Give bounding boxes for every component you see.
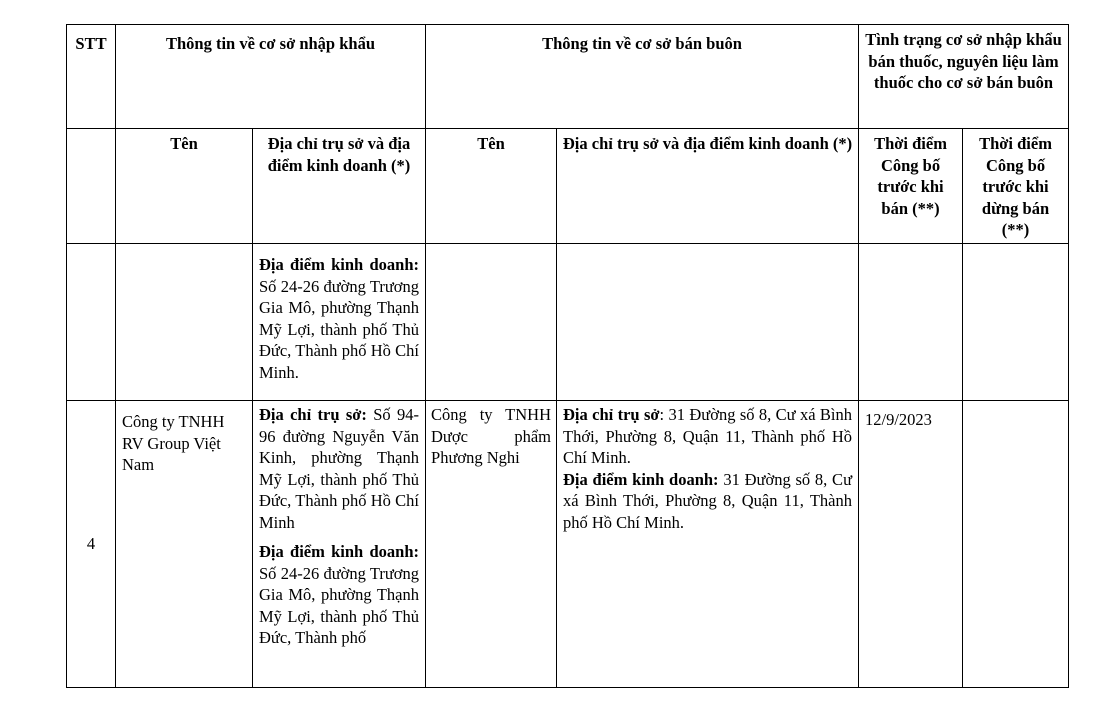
wholesaler-info-header: Thông tin về cơ sở bán buôn (426, 25, 859, 129)
wholesaler-name-header: Tên (426, 129, 557, 244)
importer-name-header: Tên (116, 129, 253, 244)
wholesaler-hq-block (563, 404, 852, 469)
importer-business-block (259, 541, 419, 649)
wholesaler-address-cell (557, 401, 859, 688)
time-announce-stop-header: Thời điểm Công bố trước khi dừng bán (**) (963, 129, 1069, 244)
hq-text: : 31 Đường số 8, Cư xá Bình Thới, Phường 8, Quận 11, Thành phố Hồ Chí Minh. (563, 405, 853, 467)
business-location-label: Địa điểm kinh doanh: (563, 469, 719, 489)
wholesaler-name-cell: Công ty TNHH Dược phẩm Phương Nghi (426, 401, 557, 688)
importer-info-header: Thông tin về cơ sở nhập khẩu (116, 25, 426, 129)
stt-cell (67, 244, 116, 401)
importer-hq-block (259, 404, 419, 533)
importer-address-cell (253, 401, 426, 688)
business-location-label: Địa điểm kinh doanh: (259, 542, 420, 561)
business-location-label: Địa điểm kinh doanh: (259, 255, 420, 274)
time-stop-cell (963, 401, 1069, 688)
table-row (67, 401, 1069, 688)
business-location-text: Số 24-26 đường Trương Gia Mô, phường Thạnh Mỹ Lợi, thành phố Thủ Đức, Thành phố (259, 563, 420, 647)
hq-label: Địa chỉ trụ sở (563, 405, 660, 424)
importer-address-header: Địa chỉ trụ sở và địa điểm kinh doanh (*) (253, 129, 426, 244)
importer-name-cell: Công ty TNHH RV Group Việt Nam (116, 401, 253, 688)
table-row (67, 244, 1069, 401)
stt-header: STT (67, 25, 116, 129)
hq-text: Số 94-96 đường Nguyễn Văn Kinh, phường Thạnh Mỹ Lợi, thành phố Thủ Đức, Thành phố Hồ Chí Minh (259, 405, 420, 532)
time-announce-sell-header: Thời điểm Công bố trước khi bán (**) (859, 129, 963, 244)
time-sell-cell: 12/9/2023 (859, 401, 963, 688)
business-location-text: 31 Đường số 8, Cư xá Bình Thới, Phường 8, Quận 11, Thành phố Hồ Chí Minh. (563, 469, 853, 532)
wholesaler-address-header: Địa chỉ trụ sở và địa điểm kinh doanh (*) (557, 129, 859, 244)
importer-name-cell (116, 244, 253, 401)
importer-address-cell (253, 244, 426, 401)
stt-cell: 4 (67, 401, 116, 688)
wholesaler-address-cell (557, 244, 859, 401)
header-row-1 (67, 25, 1069, 129)
time-stop-cell (963, 244, 1069, 401)
import-wholesale-table (66, 24, 1069, 688)
business-location-text: Số 24-26 đường Trương Gia Mô, phường Thạnh Mỹ Lợi, thành phố Thủ Đức, Thành phố Hồ Chí Minh. (259, 276, 420, 382)
header-row-2 (67, 129, 1069, 244)
wholesaler-business-block (563, 469, 852, 534)
status-header: Tình trạng cơ sở nhập khẩu bán thuốc, nguyên liệu làm thuốc cho cơ sở bán buôn (859, 25, 1069, 129)
time-sell-cell (859, 244, 963, 401)
stt-subheader-empty (67, 129, 116, 244)
wholesaler-name-cell (426, 244, 557, 401)
hq-label: Địa chỉ trụ sở: (259, 405, 367, 424)
